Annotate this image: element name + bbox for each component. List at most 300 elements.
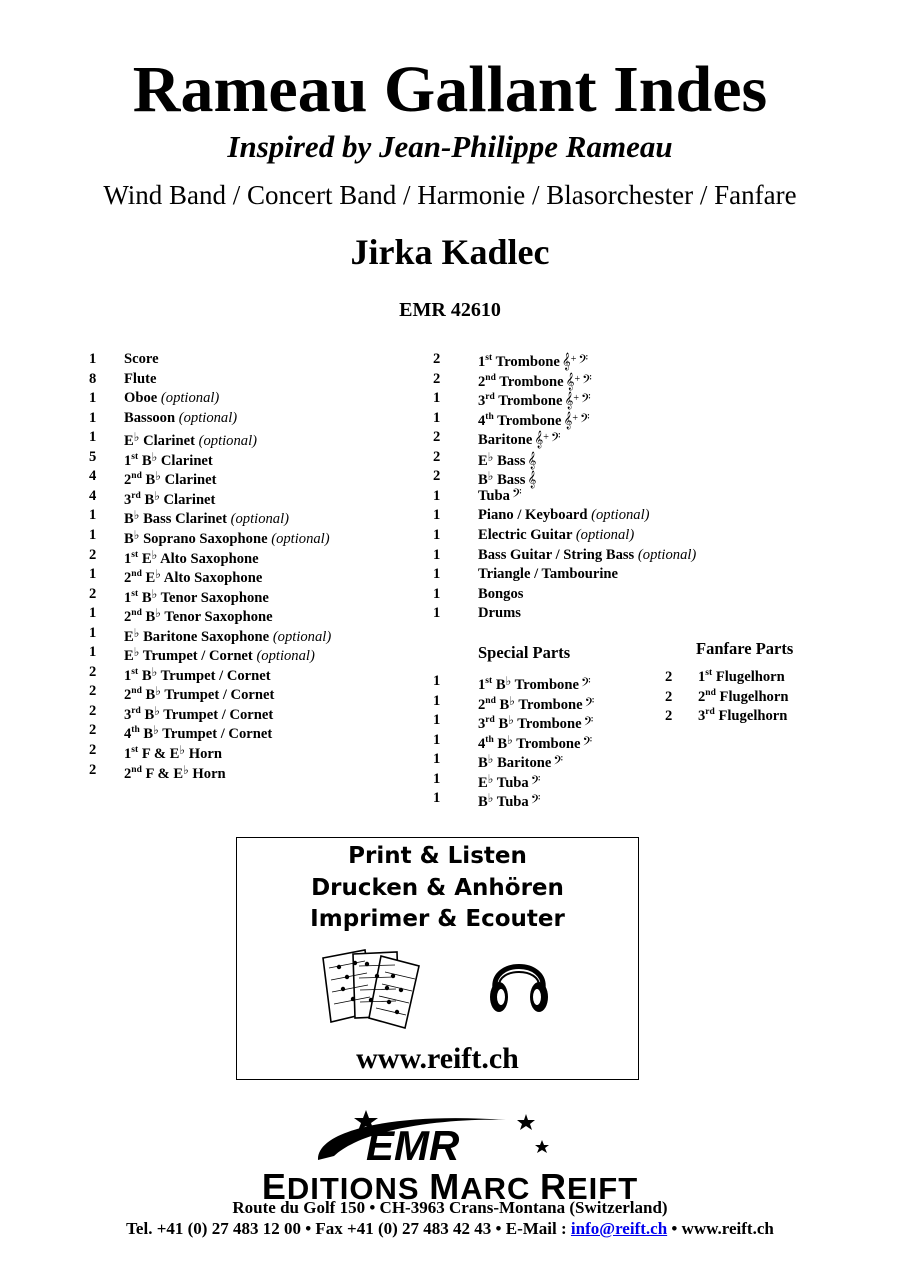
flat-icon: ♭ <box>154 703 160 718</box>
bass-clef-icon: 𝄢 <box>511 487 522 504</box>
list-item <box>433 604 693 624</box>
optional-note: (optional) <box>198 433 257 450</box>
part-name <box>124 350 159 370</box>
part-key-letter: B <box>495 677 506 693</box>
list-item <box>665 688 900 708</box>
part-instrument: Bongos <box>478 585 524 602</box>
plus-icon: + <box>572 412 578 424</box>
bass-clef-icon: 𝄢 <box>550 432 561 449</box>
part-quantity: 8 <box>89 370 97 387</box>
part-key-letter: E <box>478 452 488 469</box>
instrumentation-line: Wind Band / Concert Band / Harmonie / Blasorchester / Fanfare <box>103 180 797 210</box>
optional-note: (optional) <box>272 628 332 645</box>
part-instrument: Alto Saxophone <box>163 570 263 587</box>
list-item <box>433 546 697 566</box>
part-instrument: Horn <box>188 746 222 762</box>
part-quantity: 1 <box>433 507 441 524</box>
list-item <box>433 409 693 429</box>
part-key-letter: B <box>144 491 155 508</box>
flat-icon: ♭ <box>155 606 161 621</box>
list-item <box>433 711 693 731</box>
part-instrument: Flugelhorn <box>719 688 789 705</box>
flat-icon: ♭ <box>133 430 140 445</box>
list-item <box>89 565 349 585</box>
part-instrument: Clarinet <box>143 433 195 450</box>
optional-note: (optional) <box>637 546 697 563</box>
part-order-number: 2 <box>124 765 132 782</box>
flat-icon: ♭ <box>151 664 158 679</box>
list-item <box>89 428 349 448</box>
list-item <box>89 585 349 605</box>
part-instrument: Trombone <box>499 373 564 390</box>
part-quantity: 2 <box>433 370 441 387</box>
part-instrument: Trumpet / Cornet <box>162 726 273 743</box>
treble-clef-icon: 𝄞 <box>534 432 544 449</box>
flat-icon: ♭ <box>508 713 514 728</box>
bass-clef-icon: 𝄢 <box>582 735 593 752</box>
part-key-letter: B <box>124 530 134 547</box>
optional-note: (optional) <box>256 648 315 665</box>
part-name <box>478 526 634 546</box>
flat-icon: ♭ <box>509 693 515 708</box>
part-key-letter: B <box>143 726 154 743</box>
part-quantity: 1 <box>89 644 97 661</box>
part-quantity: 1 <box>433 566 441 583</box>
special-parts-heading: Special Parts <box>478 643 571 662</box>
part-key-letter: B <box>144 706 155 723</box>
part-instrument: Tuba <box>496 774 529 791</box>
treble-clef-icon: 𝄞 <box>565 373 575 390</box>
list-item <box>433 448 693 468</box>
part-key-letter: B <box>141 452 152 469</box>
list-item <box>89 643 349 663</box>
part-order-number: 1 <box>478 677 486 693</box>
list-item <box>433 750 693 770</box>
treble-clef-icon: 𝄞 <box>527 452 537 469</box>
list-item <box>89 506 349 526</box>
part-order-suffix: nd <box>485 372 496 383</box>
flat-icon: ♭ <box>133 508 140 523</box>
bass-clef-icon: 𝄢 <box>582 373 592 390</box>
publisher-part-3: EIFT <box>566 1171 639 1206</box>
treble-clef-icon: 𝄞 <box>564 393 574 410</box>
part-order-suffix: rd <box>705 707 715 718</box>
part-key-letter: E <box>145 570 156 587</box>
part-instrument: Horn <box>192 765 226 782</box>
list-item <box>433 565 693 585</box>
sheet-music-icon <box>319 946 429 1032</box>
part-order-number: 2 <box>124 609 132 626</box>
part-name <box>478 789 540 813</box>
emr-logo <box>306 1108 556 1172</box>
part-order-suffix: st <box>131 451 139 462</box>
part-order-number: 1 <box>124 667 132 684</box>
part-key-letter: B <box>141 667 152 684</box>
part-instrument: Clarinet <box>163 491 216 508</box>
part-name <box>698 707 787 727</box>
publisher-initial-m: M <box>429 1166 461 1207</box>
list-item <box>433 731 693 751</box>
publisher-part-1: DITIONS <box>286 1171 430 1206</box>
list-item <box>433 389 693 409</box>
part-order-suffix: nd <box>131 764 142 775</box>
list-item <box>433 789 693 809</box>
part-key-letter: B <box>498 716 509 733</box>
bass-clef-icon: 𝄢 <box>553 755 564 772</box>
part-instrument: Baritone Saxophone <box>143 628 270 645</box>
part-quantity: 1 <box>433 712 441 729</box>
list-item <box>89 448 349 468</box>
part-order-suffix: th <box>485 411 494 422</box>
part-quantity: 5 <box>89 448 97 465</box>
part-quantity: 1 <box>89 566 97 583</box>
page-title: Rameau Gallant Indes <box>132 53 768 126</box>
part-instrument: Bass <box>497 452 526 469</box>
flat-icon: ♭ <box>133 645 140 660</box>
list-item <box>433 770 693 790</box>
part-instrument: Trombone <box>514 677 579 693</box>
part-order-number: 1 <box>698 669 706 685</box>
part-key-letter: F & E <box>145 765 184 782</box>
part-instrument: Flugelhorn <box>718 708 788 725</box>
print-listen-box <box>236 837 639 1080</box>
print-listen-line-fr: Imprimer & Ecouter <box>310 906 565 932</box>
part-instrument: Bassoon <box>124 409 176 426</box>
part-instrument: Oboe <box>124 390 158 407</box>
flat-icon: ♭ <box>487 752 494 767</box>
part-name <box>124 389 219 409</box>
part-order-suffix: th <box>131 725 140 736</box>
part-order-number: 3 <box>478 393 486 410</box>
part-order-number: 1 <box>124 589 132 606</box>
part-quantity: 2 <box>433 429 441 446</box>
part-quantity: 2 <box>665 688 673 705</box>
publisher-contact <box>0 1218 900 1240</box>
part-instrument: Trombone <box>518 696 583 713</box>
optional-note: (optional) <box>160 390 220 407</box>
part-quantity: 1 <box>433 487 441 504</box>
list-item <box>433 526 693 546</box>
part-order-suffix: nd <box>131 608 142 619</box>
part-instrument: Piano / Keyboard <box>478 507 588 524</box>
part-order-suffix: nd <box>485 695 496 706</box>
part-order-number: 2 <box>124 687 132 704</box>
part-quantity: 2 <box>433 448 441 465</box>
part-instrument: Trumpet / Cornet <box>142 648 253 665</box>
list-item <box>89 761 349 781</box>
list-item <box>433 467 693 487</box>
part-quantity: 2 <box>89 722 97 739</box>
part-order-suffix: st <box>131 549 139 560</box>
list-item <box>89 663 349 683</box>
part-order-number: 2 <box>124 570 132 587</box>
bass-clef-icon: 𝄢 <box>584 696 595 713</box>
part-order-number: 2 <box>124 472 132 489</box>
part-order-suffix: th <box>485 734 494 745</box>
list-item <box>89 526 349 546</box>
part-quantity: 1 <box>433 390 441 407</box>
part-quantity: 1 <box>433 409 441 426</box>
part-instrument: Baritone <box>478 432 533 449</box>
part-quantity: 2 <box>89 742 97 758</box>
list-item <box>89 389 349 409</box>
part-order-suffix: nd <box>131 471 142 482</box>
bass-clef-icon: 𝄢 <box>579 412 590 429</box>
part-order-number: 2 <box>478 696 486 713</box>
flat-icon: ♭ <box>133 527 140 542</box>
part-order-suffix: rd <box>485 392 495 403</box>
part-key-letter: B <box>141 589 152 606</box>
optional-note: (optional) <box>591 507 650 524</box>
part-instrument: Flute <box>124 370 157 387</box>
list-item <box>89 604 349 624</box>
list-item <box>433 506 693 526</box>
part-quantity: 4 <box>89 468 97 485</box>
flat-icon: ♭ <box>155 469 161 484</box>
list-item <box>89 467 349 487</box>
part-name <box>698 668 785 688</box>
part-order-suffix: st <box>485 353 493 363</box>
part-order-suffix: st <box>131 745 139 755</box>
flat-icon: ♭ <box>155 567 161 582</box>
part-instrument: Score <box>124 351 159 367</box>
part-quantity: 1 <box>89 624 97 641</box>
print-box-url[interactable]: www.reift.ch <box>356 1042 519 1075</box>
part-instrument: Drums <box>478 605 521 622</box>
part-order-number: 1 <box>124 746 132 762</box>
plus-icon: + <box>573 393 580 405</box>
list-item <box>89 350 349 370</box>
part-instrument: Flugelhorn <box>715 669 785 685</box>
subtitle: Inspired by Jean-Philippe Rameau <box>227 129 673 164</box>
part-instrument: Bass Guitar / String Bass <box>478 546 635 563</box>
part-quantity: 1 <box>89 507 97 524</box>
bass-clef-icon: 𝄢 <box>530 794 541 811</box>
plus-icon: + <box>543 432 549 444</box>
part-order-suffix: nd <box>131 686 142 697</box>
bass-clef-icon: 𝄢 <box>580 677 591 693</box>
part-order-number: 3 <box>478 716 486 733</box>
part-key-letter: E <box>124 648 134 665</box>
plus-icon: + <box>570 354 577 365</box>
catalog-number: EMR 42610 <box>399 299 501 321</box>
part-key-letter: E <box>124 628 134 645</box>
part-key-letter: E <box>124 433 134 450</box>
part-instrument: Trombone <box>498 393 563 410</box>
contact-phone-fax: Tel. +41 (0) 27 483 12 00 • Fax +41 (0) 27 483 42 43 • E-Mail : <box>126 1219 571 1238</box>
part-key-letter: B <box>478 794 488 811</box>
print-listen-line-en: Print & Listen <box>348 843 527 869</box>
part-order-suffix: nd <box>705 687 716 698</box>
flat-icon: ♭ <box>155 684 161 699</box>
part-order-number: 4 <box>478 412 486 429</box>
flat-icon: ♭ <box>505 674 512 688</box>
flat-icon: ♭ <box>151 547 158 562</box>
list-item <box>433 350 693 370</box>
part-instrument: Clarinet <box>164 472 217 489</box>
flat-icon: ♭ <box>151 586 158 601</box>
list-item <box>433 370 693 390</box>
part-quantity: 2 <box>89 546 97 563</box>
publisher-initial-r: R <box>539 1166 567 1207</box>
list-item <box>89 682 349 702</box>
part-name <box>478 506 650 526</box>
part-instrument: Bass <box>497 472 526 489</box>
publisher-part-2: ARC <box>460 1171 540 1206</box>
part-instrument: Bass Clarinet <box>143 511 227 528</box>
emr-logo-text: EMR <box>366 1122 460 1169</box>
list-item <box>433 672 693 692</box>
composer-name: Jirka Kadlec <box>350 232 550 272</box>
part-quantity: 2 <box>89 585 97 602</box>
part-order-suffix: rd <box>131 490 141 501</box>
part-order-number: 1 <box>124 550 132 567</box>
optional-note: (optional) <box>271 530 330 547</box>
part-key-letter: B <box>124 511 134 528</box>
part-name <box>124 761 226 785</box>
part-instrument: Trombone <box>497 412 562 429</box>
plus-icon: + <box>574 373 581 385</box>
list-item <box>89 487 349 507</box>
part-quantity: 2 <box>665 669 673 685</box>
part-order-number: 4 <box>478 735 486 752</box>
bass-clef-icon: 𝄢 <box>578 354 589 370</box>
part-instrument: Tenor Saxophone <box>164 609 273 626</box>
part-order-number: 3 <box>124 706 132 723</box>
list-item <box>433 428 693 448</box>
part-key-letter: B <box>145 609 156 626</box>
part-quantity: 2 <box>433 351 441 367</box>
part-quantity: 2 <box>665 708 673 725</box>
part-quantity: 4 <box>89 487 97 504</box>
part-order-number: 3 <box>698 708 706 725</box>
part-key-letter: B <box>145 472 156 489</box>
flat-icon: ♭ <box>133 625 140 640</box>
part-name <box>124 409 237 429</box>
part-quantity: 2 <box>433 468 441 485</box>
part-quantity: 2 <box>89 702 97 719</box>
part-instrument: Tenor Saxophone <box>160 589 269 606</box>
part-quantity: 1 <box>433 673 441 689</box>
part-order-number: 2 <box>478 373 486 390</box>
part-order-suffix: rd <box>131 705 141 716</box>
flat-icon: ♭ <box>153 723 159 738</box>
part-instrument: Electric Guitar <box>478 526 573 543</box>
list-item <box>89 409 349 429</box>
part-order-suffix: st <box>131 666 139 677</box>
publisher-address: Route du Golf 150 • CH-3963 Crans-Montana (Switzerland) <box>232 1198 668 1217</box>
part-quantity: 1 <box>433 731 441 748</box>
treble-clef-icon: 𝄞 <box>561 354 571 370</box>
part-instrument: Tuba <box>496 794 529 811</box>
part-order-number: 1 <box>478 354 486 370</box>
part-order-number: 3 <box>124 491 132 508</box>
bass-clef-icon: 𝄢 <box>530 774 541 791</box>
part-instrument: Trombone <box>516 735 581 752</box>
treble-clef-icon: 𝄞 <box>527 472 537 489</box>
optional-note: (optional) <box>575 526 635 543</box>
part-order-suffix: st <box>485 676 493 686</box>
part-quantity: 1 <box>433 526 441 543</box>
flat-icon: ♭ <box>183 762 189 777</box>
part-quantity: 1 <box>433 751 441 768</box>
part-name <box>478 546 696 566</box>
part-instrument: Clarinet <box>160 452 213 469</box>
part-instrument: Trombone <box>517 716 582 733</box>
part-key-letter: B <box>497 735 508 752</box>
headphones-icon <box>487 949 551 1017</box>
list-item <box>89 741 349 761</box>
part-order-suffix: st <box>131 588 139 599</box>
part-instrument: Trumpet / Cornet <box>163 706 274 723</box>
part-quantity: 1 <box>89 526 97 543</box>
part-quantity: 1 <box>89 429 97 446</box>
part-quantity: 1 <box>433 692 441 709</box>
part-quantity: 1 <box>89 351 97 367</box>
list-item <box>433 585 693 605</box>
list-item <box>89 370 349 390</box>
email-link[interactable]: info@reift.ch <box>570 1219 668 1238</box>
list-item <box>665 668 900 688</box>
list-item <box>433 692 693 712</box>
part-order-suffix: rd <box>485 715 495 726</box>
part-key-letter: B <box>145 687 156 704</box>
part-instrument: Alto Saxophone <box>160 550 259 567</box>
treble-clef-icon: 𝄞 <box>563 412 573 429</box>
part-name <box>478 565 618 585</box>
part-quantity: 1 <box>433 546 441 563</box>
part-instrument: Baritone <box>497 755 552 772</box>
part-key-letter: E <box>141 550 152 567</box>
part-quantity: 1 <box>89 390 97 407</box>
part-order-number: 4 <box>124 726 132 743</box>
part-instrument: Soprano Saxophone <box>143 530 268 547</box>
flat-icon: ♭ <box>487 771 494 786</box>
part-instrument: Trumpet / Cornet <box>164 687 275 704</box>
part-key-letter: B <box>478 472 488 489</box>
part-order-suffix: st <box>705 668 713 678</box>
part-quantity: 1 <box>433 770 441 787</box>
optional-note: (optional) <box>230 511 290 528</box>
part-quantity: 1 <box>433 790 441 807</box>
list-item <box>665 707 900 727</box>
part-instrument: Triangle / Tambourine <box>478 566 619 583</box>
list-item <box>433 487 693 507</box>
part-name <box>478 585 523 605</box>
list-item <box>89 624 349 644</box>
part-name <box>124 370 156 390</box>
part-instrument: Trumpet / Cornet <box>160 667 271 684</box>
part-quantity: 1 <box>89 409 97 426</box>
part-name <box>478 604 521 624</box>
flat-icon: ♭ <box>487 791 494 806</box>
part-name <box>698 688 788 708</box>
fanfare-parts-heading: Fanfare Parts <box>696 639 794 658</box>
list-item <box>89 546 349 566</box>
part-name <box>478 487 522 507</box>
flat-icon: ♭ <box>487 449 494 464</box>
part-order-suffix: nd <box>131 569 142 580</box>
print-listen-line-de: Drucken & Anhören <box>311 875 564 901</box>
list-item <box>89 702 349 722</box>
part-order-number: 1 <box>124 452 132 469</box>
list-item <box>89 721 349 741</box>
part-quantity: 2 <box>89 683 97 700</box>
part-quantity: 1 <box>433 585 441 602</box>
part-quantity: 1 <box>433 605 441 622</box>
flat-icon: ♭ <box>487 469 494 484</box>
part-instrument: Trombone <box>495 354 560 370</box>
